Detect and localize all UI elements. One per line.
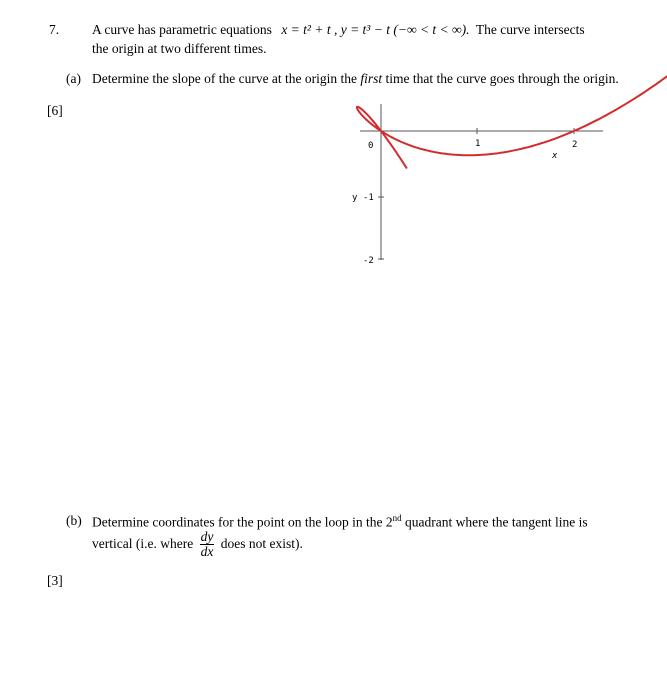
part-b-label: (b) <box>66 513 82 528</box>
origin-label: 0 <box>368 141 374 151</box>
fraction-numerator: dy <box>200 529 214 544</box>
part-b-text-line2 <box>92 530 303 559</box>
y-tick-label-neg1: -1 <box>363 193 374 203</box>
part-b-line1-after: quadrant where the tangent line is <box>405 514 588 530</box>
parametric-curve <box>357 58 667 168</box>
intro-prefix: A curve has parametric equations <box>92 22 272 37</box>
part-a-emphasis: first <box>360 71 383 86</box>
y-tick-label-neg2: -2 <box>363 256 374 266</box>
y-axis-label: y <box>352 193 358 203</box>
parametric-equations: x = t² + t , y = t³ − t (−∞ < t < ∞). <box>281 22 470 37</box>
fraction-denominator: dx <box>200 544 214 560</box>
part-a-marks: [6] <box>47 103 63 118</box>
part-a-label: (a) <box>66 71 81 86</box>
part-b-line2-after: does not exist). <box>220 535 303 551</box>
part-a-text-before: Determine the slope of the curve at the origin the <box>92 71 358 86</box>
x-tick-label-1: 1 <box>475 139 481 149</box>
intro-suffix: The curve intersects <box>475 22 585 37</box>
x-tick-label-2: 2 <box>572 140 578 150</box>
dy-dx-fraction <box>200 530 215 559</box>
part-b-text-line1 <box>92 513 588 531</box>
part-b-line2-before: vertical (i.e. where <box>92 535 194 551</box>
x-axis-label: x <box>552 151 558 161</box>
question-intro-line2: the origin at two different times. <box>92 41 267 56</box>
part-b-superscript: nd <box>392 513 402 523</box>
part-a-text-after: time that the curve goes through the origin. <box>385 71 619 86</box>
question-number: 7. <box>49 22 60 37</box>
part-b-line1-before: Determine coordinates for the point on the loop in the 2 <box>92 514 393 530</box>
part-b-marks: [3] <box>47 573 63 588</box>
